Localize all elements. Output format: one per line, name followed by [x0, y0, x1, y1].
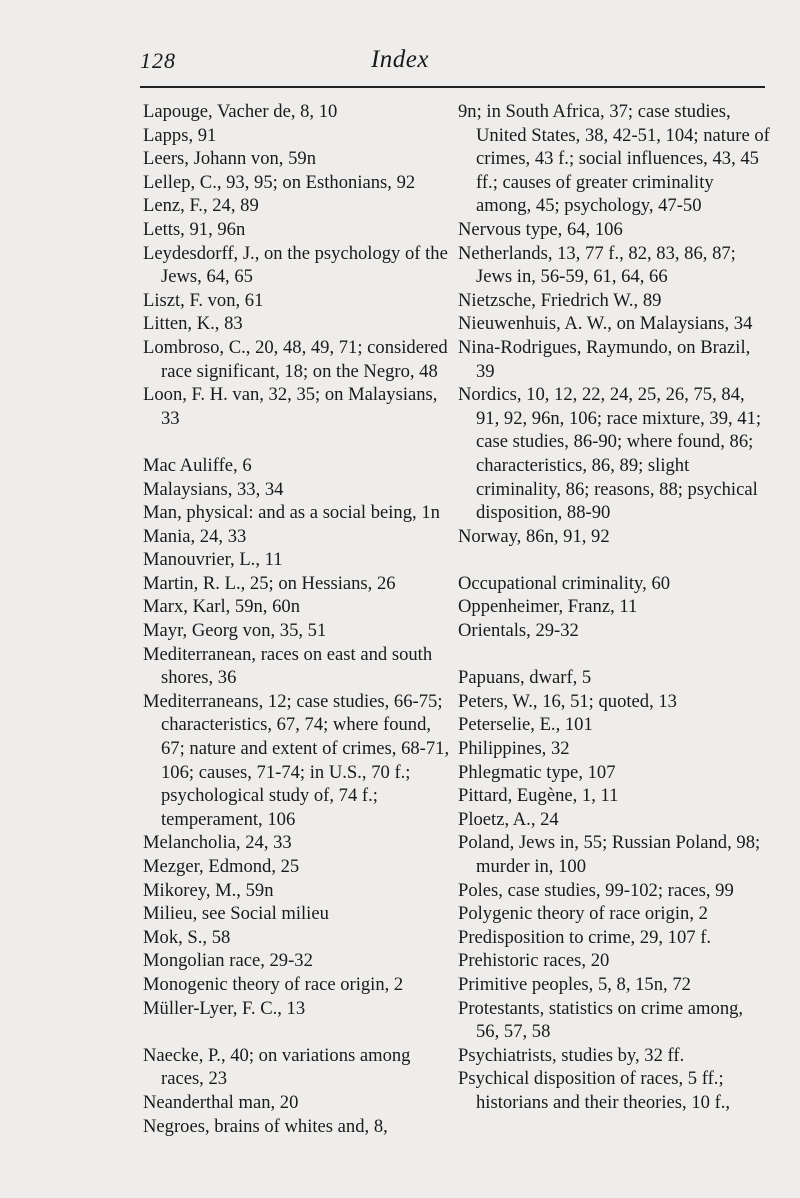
index-entry: Milieu, see Social milieu [143, 903, 329, 925]
index-entry: 9n; in South Africa, 37; case studies, United States, 38, 42-51, 104; nature of crimes, 43 f.; social influences, 43, 45 ff.; causes of greater criminality among, 45; psychology, 47-50 [458, 101, 770, 217]
index-entry: Nina-Rodrigues, Raymundo, on Brazil, 39 [458, 336, 751, 382]
index-entry: Mania, 24, 33 [143, 525, 247, 547]
page-number: 128 [140, 48, 176, 73]
index-entry: Mikorey, M., 59n [143, 879, 274, 901]
index-entry: Primitive peoples, 5, 8, 15n, 72 [458, 973, 691, 995]
index-entry: Mac Auliffe, 6 [143, 454, 252, 476]
index-entry: Philippines, 32 [458, 738, 570, 760]
index-column-right [458, 100, 770, 1115]
index-entry: Nordics, 10, 12, 22, 24, 25, 26, 75, 84, 91, 92, 96n, 106; race mixture, 39, 41; case studies, 86-90; where found, 86; characteristics, 86, 89; slight criminality, 86; reasons, 88; psychical disposition, 88-90 [458, 384, 762, 524]
index-entry: Malaysians, 33, 34 [143, 478, 284, 500]
index-entry: Litten, K., 83 [143, 313, 243, 335]
index-entry: Peterselie, E., 101 [458, 714, 593, 736]
index-entry: Marx, Karl, 59n, 60n [143, 596, 300, 618]
index-entry: Psychical disposition of races, 5 ff.; historians and their theories, 10 f., [458, 1068, 731, 1113]
index-entry: Lapouge, Vacher de, 8, 10 [143, 101, 338, 122]
index-entry: Mediterraneans, 12; case studies, 66-75; characteristics, 67, 74; where found, 67; nature and extent of crimes, 68-71, 106; causes, 71-74; in U.S., 70 f.; psychological study of, 74 f.; temperament, 106 [143, 690, 450, 830]
index-entry: Prehistoric races, 20 [458, 950, 610, 972]
index-entry: Netherlands, 13, 77 f., 82, 83, 86, 87; Jews in, 56-59, 61, 64, 66 [458, 242, 736, 288]
index-entry: Peters, W., 16, 51; quoted, 13 [458, 690, 677, 712]
index-entry: Nervous type, 64, 106 [458, 218, 623, 240]
index-entry: Müller-Lyer, F. C., 13 [143, 997, 306, 1019]
index-entry: Man, physical: and as a social being, 1n [143, 502, 440, 524]
index-entry: Predisposition to crime, 29, 107 f. [458, 926, 712, 948]
index-entry: Orientals, 29-32 [458, 620, 579, 642]
index-entry: Lapps, 91 [143, 124, 217, 146]
index-entry: Mongolian race, 29-32 [143, 950, 313, 972]
index-entry: Protestants, statistics on crime among, 56, 57, 58 [458, 997, 744, 1043]
index-entry: Polygenic theory of race origin, 2 [458, 903, 708, 925]
index-entry: Phlegmatic type, 107 [458, 761, 616, 783]
index-entry: Leydesdorff, J., on the psychology of the Jews, 64, 65 [143, 242, 448, 288]
index-entry: Nietzsche, Friedrich W., 89 [458, 289, 662, 311]
index-entry: Occupational criminality, 60 [458, 572, 671, 594]
index-entry: Mediterranean, races on east and south shores, 36 [143, 643, 433, 689]
index-entry: Mok, S., 58 [143, 926, 231, 948]
index-entry: Melancholia, 24, 33 [143, 832, 292, 854]
index-entry: Mezger, Edmond, 25 [143, 856, 300, 877]
header-rule [140, 86, 765, 88]
index-entry: Papuans, dwarf, 5 [458, 667, 592, 689]
index-entry: Negroes, brains of whites and, 8, [143, 1115, 388, 1137]
index-entry: Manouvrier, L., 11 [143, 549, 283, 571]
index-entry: Letts, 91, 96n [143, 218, 246, 240]
index-entry: Martin, R. L., 25; on Hessians, 26 [143, 572, 396, 594]
index-column-left [143, 100, 451, 1138]
index-entry: Poles, case studies, 99-102; races, 99 [458, 879, 734, 901]
index-entry: Poland, Jews in, 55; Russian Poland, 98; murder in, 100 [458, 832, 761, 877]
index-entry: Pittard, Eugène, 1, 11 [458, 785, 619, 807]
running-head: Index [370, 46, 430, 73]
index-entry: Nieuwenhuis, A. W., on Malaysians, 34 [458, 313, 753, 335]
index-entry: Ploetz, A., 24 [458, 808, 559, 830]
index-entry: Leers, Johann von, 59n [143, 148, 316, 170]
index-entry: Naecke, P., 40; on variations among races, 23 [143, 1044, 411, 1090]
page-header [0, 0, 800, 92]
index-entry: Mayr, Georg von, 35, 51 [143, 620, 327, 642]
index-entry: Liszt, F. von, 61 [143, 289, 264, 311]
index-entry: Oppenheimer, Franz, 11 [458, 596, 638, 618]
index-entry: Lenz, F., 24, 89 [143, 195, 259, 217]
index-entry: Norway, 86n, 91, 92 [458, 525, 610, 547]
index-entry: Psychiatrists, studies by, 32 ff. [458, 1044, 685, 1066]
index-entry: Monogenic theory of race origin, 2 [143, 973, 404, 995]
index-entry: Lellep, C., 93, 95; on Esthonians, 92 [143, 171, 416, 193]
index-entry: Lombroso, C., 20, 48, 49, 71; considered race significant, 18; on the Negro, 48 [143, 336, 448, 382]
index-entry: Loon, F. H. van, 32, 35; on Malaysians, 33 [143, 384, 438, 429]
index-entry: Neanderthal man, 20 [143, 1091, 299, 1113]
